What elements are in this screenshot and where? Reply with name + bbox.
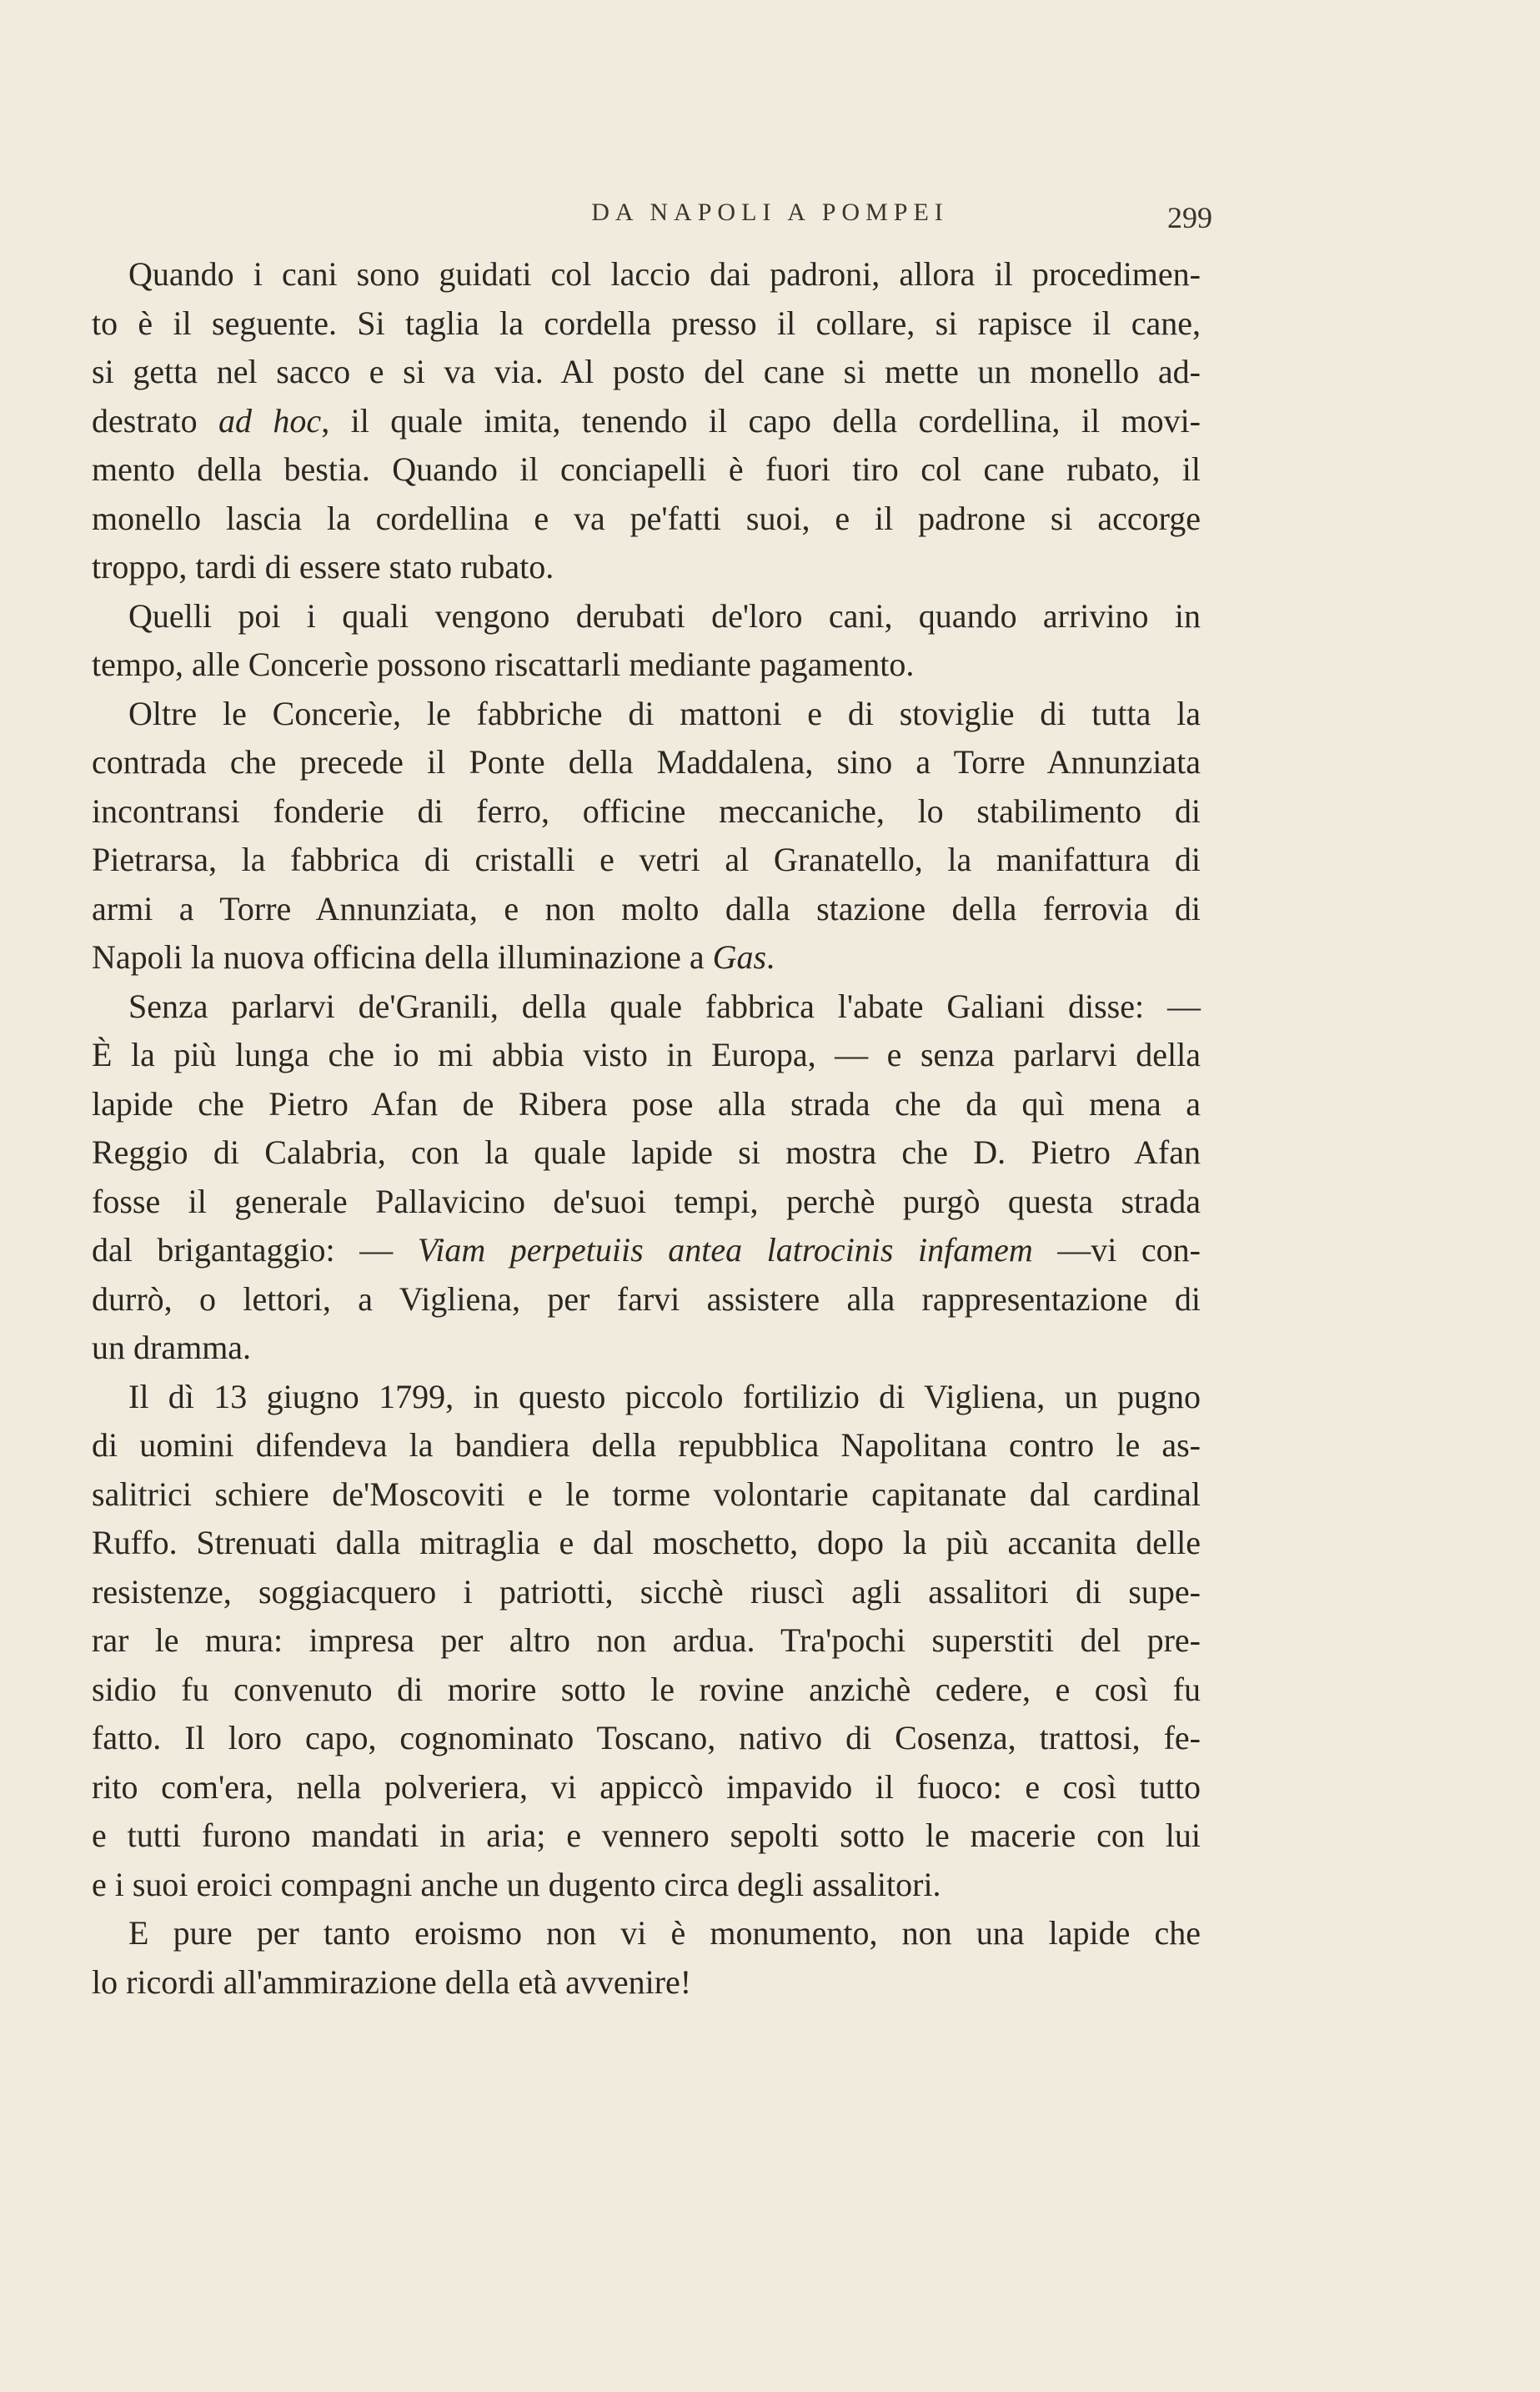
text-line: Senza parlarvi de'Granili, della quale fabbrica l'abate Galiani disse: —	[128, 987, 1201, 1025]
text-line: E pure per tanto eroismo non vi è monumento, non una lapide che	[128, 1914, 1201, 1952]
text-line: resistenze, soggiacquero i patriotti, sicchè riuscì agli assalitori di supe-	[92, 1572, 1201, 1611]
text-line: di uomini difendeva la bandiera della repubblica Napolitana contro le as-	[92, 1426, 1201, 1464]
text-line: monello lascia la cordellina e va pe'fatti suoi, e il padrone si accorge	[92, 499, 1201, 537]
text-line: salitrici schiere de'Moscoviti e le torme volontarie capitanate dal cardinal	[92, 1475, 1201, 1513]
text-line: rar le mura: impresa per altro non ardua. Tra'pochi superstiti del pre-	[92, 1621, 1201, 1659]
text-line: un dramma.	[92, 1329, 252, 1366]
text-line: Quando i cani sono guidati col laccio dai padroni, allora il procedimen-	[128, 255, 1201, 293]
text-line	[92, 1226, 1201, 1275]
text-line: armi a Torre Annunziata, e non molto dalla stazione della ferrovia di	[92, 889, 1201, 927]
text-line: Ruffo. Strenuati dalla mitraglia e dal moschetto, dopo la più accanita delle	[92, 1524, 1201, 1561]
text-line: tempo, alle Concerìe possono riscattarli mediante pagamento.	[92, 646, 915, 683]
text-line: durrò, o lettori, a Vigliena, per farvi assistere alla rappresentazione di	[92, 1279, 1201, 1318]
text-segment: —vi con-	[1032, 1231, 1201, 1269]
text-line: contrada che precede il Ponte della Maddalena, sino a Torre Annunziata	[92, 743, 1201, 781]
text-line: Quelli poi i quali vengono derubati de'loro cani, quando arrivino in	[128, 596, 1201, 635]
text-segment: dal brigantaggio: —	[92, 1231, 418, 1269]
text-line: mento della bestia. Quando il conciapelli è fuori tiro col cane rubato, il	[92, 450, 1201, 488]
text-line: Reggio di Calabria, con la quale lapide si mostra che D. Pietro Afan	[92, 1133, 1201, 1171]
text-line: È la più lunga che io mi abbia visto in Europa, — e senza parlarvi della	[92, 1036, 1201, 1073]
page-number: 299	[1167, 201, 1212, 234]
text-line: e tutti furono mandati in aria; e vennero sepolti sotto le macerie con lui	[92, 1817, 1201, 1854]
text-line: Oltre le Concerìe, le fabbriche di mattoni e di stoviglie di tutta la	[128, 694, 1201, 732]
text-line: rito com'era, nella polveriera, vi appiccò impavido il fuoco: e così tutto	[92, 1767, 1201, 1806]
text-line: incontransi fonderie di ferro, officine meccaniche, lo stabilimento di	[92, 791, 1201, 830]
text-segment: , il quale imita, tenendo il capo della cordellina, il movi-	[321, 401, 1201, 440]
text-line: fosse il generale Pallavicino de'suoi tempi, perchè purgò questa strada	[92, 1182, 1201, 1220]
text-line: lo ricordi all'ammirazione della età avvenire!	[92, 1962, 692, 2001]
text-line: Il dì 13 giugno 1799, in questo piccolo fortilizio di Vigliena, un pugno	[128, 1377, 1201, 1415]
text-line	[92, 933, 1201, 982]
text-line: si getta nel sacco e si va via. Al posto del cane si mette un monello ad-	[92, 353, 1201, 390]
italic-segment: Gas	[712, 938, 767, 976]
running-title: DA NAPOLI A POMPEI	[591, 198, 949, 226]
text-line	[92, 397, 1201, 446]
italic-segment: Viam perpetuiis antea latrocinis infamem	[417, 1231, 1033, 1269]
text-line: fatto. Il loro capo, cognominato Toscano, nativo di Cosenza, trattosi, fe-	[92, 1719, 1201, 1756]
text-segment: .	[766, 938, 775, 976]
text-line: troppo, tardi di essere stato rubato.	[92, 548, 554, 585]
text-segment: destrato	[92, 401, 219, 440]
text-segment: Napoli la nuova officina della illuminazione a	[92, 938, 713, 976]
text-line: to è il seguente. Si taglia la cordella presso il collare, si rapisce il cane,	[92, 304, 1201, 342]
body-text	[92, 250, 1201, 2007]
italic-segment: ad hoc	[218, 401, 322, 440]
text-line: e i suoi eroici compagni anche un dugento circa degli assalitori.	[92, 1865, 941, 1903]
text-line: lapide che Pietro Afan de Ribera pose alla strada che da quì mena a	[92, 1084, 1201, 1123]
text-line: sidio fu convenuto di morire sotto le rovine anzichè cedere, e così fu	[92, 1670, 1201, 1708]
text-line: Pietrarsa, la fabbrica di cristalli e vetri al Granatello, la manifattura di	[92, 841, 1201, 878]
